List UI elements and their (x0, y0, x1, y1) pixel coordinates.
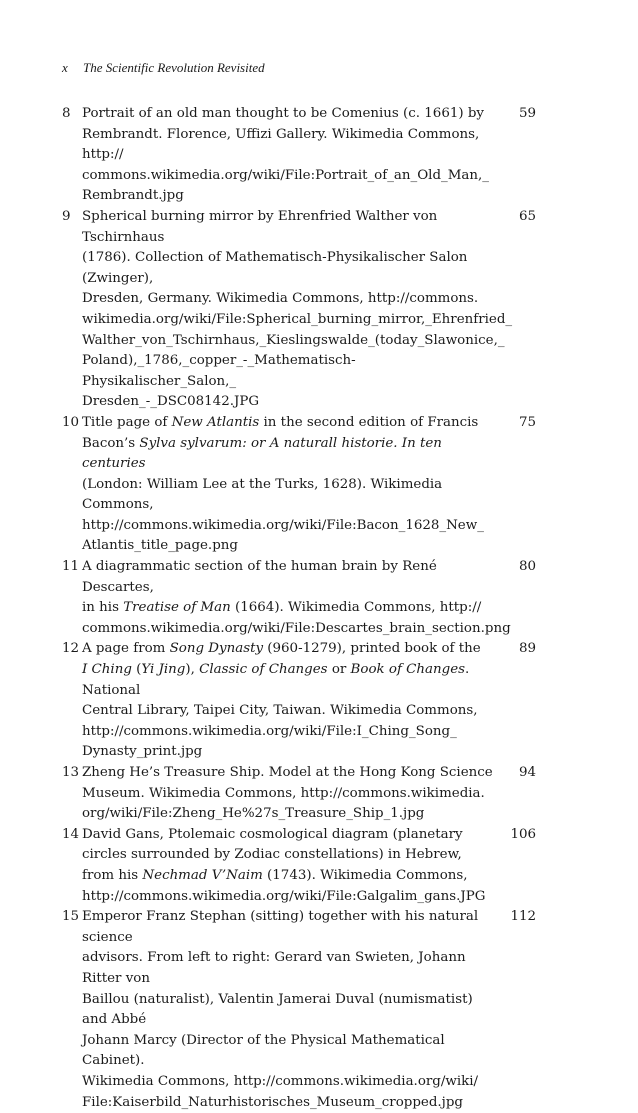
caption-line: Atlantis_title_page.png (82, 536, 502, 557)
entry-number: 10 (62, 413, 82, 557)
entry-caption (82, 639, 502, 763)
list-item (62, 207, 542, 413)
caption-line: circles surrounded by Zodiac constellations) in Hebrew, (82, 845, 502, 866)
caption-line: A diagrammatic section of the human brain by René Descartes, (82, 557, 502, 598)
entry-page: 106 (510, 825, 536, 846)
entry-number: 12 (62, 639, 82, 763)
caption-line: Poland),_1786,_copper_-_Mathematisch-Physikalischer_Salon,_ (82, 351, 502, 392)
caption-line: Portrait of an old man thought to be Comenius (c. 1661) by (82, 104, 502, 125)
caption-line: Zheng He’s Treasure Ship. Model at the Hong Kong Science (82, 763, 502, 784)
caption-line: http://commons.wikimedia.org/wiki/File:Bacon_1628_New_ (82, 516, 502, 537)
entry-page: 65 (519, 207, 536, 228)
entry-caption (82, 207, 502, 413)
entry-page: 94 (519, 763, 536, 784)
entry-number: 11 (62, 557, 82, 639)
caption-line: David Gans, Ptolemaic cosmological diagram (planetary (82, 825, 502, 846)
list-item (62, 907, 542, 1113)
caption-line: http://commons.wikimedia.org/wiki/File:I_Ching_Song_ (82, 722, 502, 743)
caption-line: Dresden_-_DSC08142.JPG (82, 392, 502, 413)
caption-line: I Ching (Yi Jing), Classic of Changes or Book of Changes. National (82, 660, 502, 701)
entry-page: 89 (519, 639, 536, 660)
entry-page: 75 (519, 413, 536, 434)
entry-number: 15 (62, 907, 82, 1113)
caption-line: Spherical burning mirror by Ehrenfried Walther von Tschirnhaus (82, 207, 502, 248)
entry-caption (82, 104, 502, 207)
caption-line: (London: William Lee at the Turks, 1628). Wikimedia Commons, (82, 475, 502, 516)
caption-line: Rembrandt. Florence, Uffizi Gallery. Wikimedia Commons, http:// (82, 125, 502, 166)
caption-line: Dresden, Germany. Wikimedia Commons, http://commons. (82, 289, 502, 310)
caption-line: from his Nechmad V’Naim (1743). Wikimedia Commons, (82, 866, 502, 887)
caption-line: Emperor Franz Stephan (sitting) together with his natural science (82, 907, 502, 948)
caption-line: Bacon’s Sylva sylvarum: or A naturall historie. In ten centuries (82, 434, 502, 475)
caption-line: advisors. From left to right: Gerard van Swieten, Johann Ritter von (82, 948, 502, 989)
page-number: x (62, 60, 68, 75)
caption-line: Walther_von_Tschirnhaus,_Kieslingswalde_(today_Slawonice,_ (82, 331, 502, 352)
list-item (62, 557, 542, 639)
caption-line: A page from Song Dynasty (960-1279), printed book of the (82, 639, 502, 660)
caption-line: File:Kaiserbild_Naturhistorisches_Museum_cropped.jpg (82, 1093, 502, 1113)
caption-line: Wikimedia Commons, http://commons.wikimedia.org/wiki/ (82, 1072, 502, 1093)
entry-caption (82, 763, 502, 825)
caption-line: in his Treatise of Man (1664). Wikimedia Commons, http:// (82, 598, 502, 619)
entry-caption (82, 907, 502, 1113)
caption-line: (1786). Collection of Mathematisch-Physikalischer Salon (Zwinger), (82, 248, 502, 289)
entry-caption (82, 413, 502, 557)
entry-caption (82, 557, 502, 639)
list-item (62, 639, 542, 763)
list-item (62, 413, 542, 557)
caption-line: Central Library, Taipei City, Taiwan. Wikimedia Commons, (82, 701, 502, 722)
running-title: The Scientific Revolution Revisited (83, 60, 265, 75)
list-item (62, 763, 542, 825)
entry-number: 9 (62, 207, 82, 413)
list-item (62, 104, 542, 207)
caption-line: http://commons.wikimedia.org/wiki/File:Galgalim_gans.JPG (82, 887, 502, 908)
caption-line: commons.wikimedia.org/wiki/File:Portrait_of_an_Old_Man,_ (82, 166, 502, 187)
caption-line: Rembrandt.jpg (82, 186, 502, 207)
caption-line: Johann Marcy (Director of the Physical Mathematical Cabinet). (82, 1031, 502, 1072)
caption-line: wikimedia.org/wiki/File:Spherical_burning_mirror,_Ehrenfried_ (82, 310, 502, 331)
caption-line: Baillou (naturalist), Valentin Jamerai Duval (numismatist) and Abbé (82, 990, 502, 1031)
entry-caption (82, 825, 502, 907)
entry-page: 80 (519, 557, 536, 578)
caption-line: Title page of New Atlantis in the second edition of Francis (82, 413, 502, 434)
running-header (62, 60, 265, 76)
entry-number: 8 (62, 104, 82, 207)
entry-number: 13 (62, 763, 82, 825)
entry-page: 59 (519, 104, 536, 125)
caption-line: Museum. Wikimedia Commons, http://commons.wikimedia. (82, 784, 502, 805)
caption-line: Dynasty_print.jpg (82, 742, 502, 763)
caption-line: org/wiki/File:Zheng_He%27s_Treasure_Ship_1.jpg (82, 804, 502, 825)
entry-page: 112 (510, 907, 536, 928)
list-item (62, 825, 542, 907)
entry-number: 14 (62, 825, 82, 907)
caption-line: commons.wikimedia.org/wiki/File:Descartes_brain_section.png (82, 619, 502, 640)
illustration-list (62, 104, 542, 1113)
